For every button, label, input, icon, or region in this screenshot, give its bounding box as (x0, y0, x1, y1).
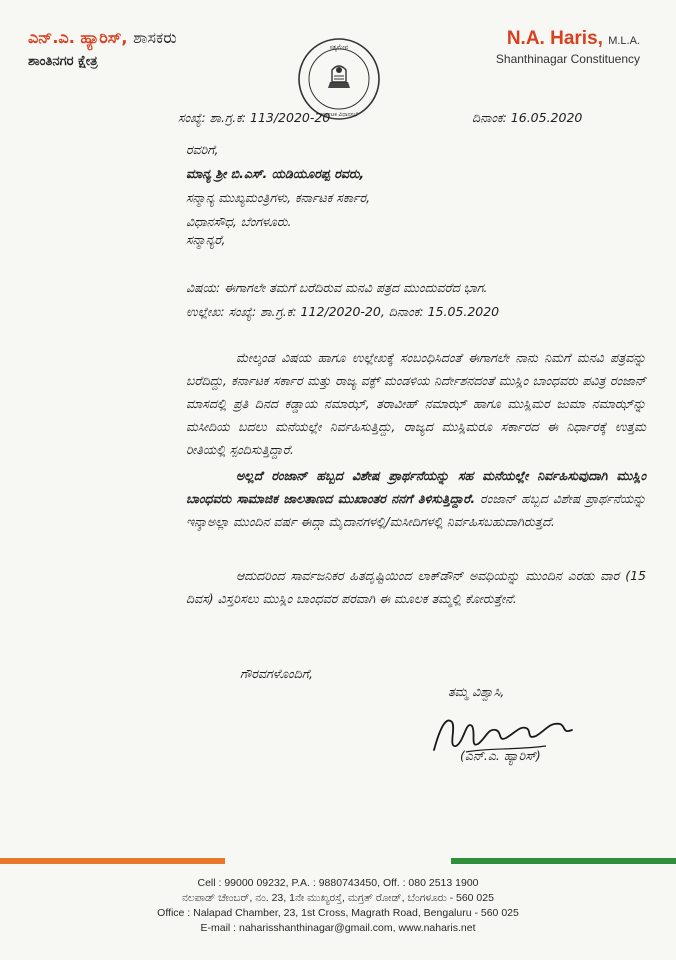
salutation: ಸನ್ಮಾನ್ಯರೆ, (186, 232, 226, 247)
body-paragraph-2 (186, 464, 646, 533)
letterhead-name-english (496, 28, 640, 50)
constituency-kannada: ಶಾಂತಿನಗರ ಕ್ಷೇತ್ರ (28, 54, 98, 69)
tricolor-band (0, 858, 676, 864)
footer-email: E-mail : naharisshanthinagar@gmail.com, www.naharis.net (200, 922, 476, 934)
paragraph-2-rest: ರಂಜಾನ್ ಹಬ್ಬದ ವಿಶೇಷ ಪ್ರಾರ್ಥನೆಯನ್ನು ಇನ್ಶಾಅಲ್ಲಾ ಮುಂದಿನ ವರ್ಷ ಈದ್ಗಾ ಮೈದಾನಗಳಲ್ಲಿ/ಮಸೀದಿಗಳಲ್ಲಿ ನಿರ್ವಹಿಸಬಹುದಾಗಿರುತ್ತದೆ. (186, 491, 646, 529)
footer-address-kannada: ನಲಪಾಡ್ ಚೇಂಬರ್, ನಂ. 23, 1ನೇ ಮುಖ್ಯರಸ್ತೆ, ಮಗ್ರತ್ ರೋಡ್, ಬೆಂಗಳೂರು - 560 025 (182, 892, 494, 904)
footer-contact (0, 876, 676, 936)
letterhead-left (28, 28, 177, 69)
emblem-top-text: ಸತ್ಯಮೇವ (329, 44, 349, 51)
name-en: N.A. Haris, (506, 28, 603, 49)
recipient-line: ರವರಿಗೆ, (186, 142, 219, 157)
reference-line: ಉಲ್ಲೇಖ: ಸಂಖ್ಯೆ: ಶಾ.ಗ್ರ.ಕ: 112/2020-20, ದಿನಾಂಕ: 15.05.2020 (186, 304, 500, 319)
name-kn: ಎನ್.ಎ. ಹ್ಯಾರಿಸ್, (28, 28, 128, 47)
letterhead-right (496, 28, 640, 66)
band-saffron (0, 858, 225, 864)
letterhead-name-kannada (28, 28, 177, 48)
constituency-english: Shanthinagar Constituency (495, 52, 640, 66)
title-en: M.L.A. (608, 35, 640, 47)
letter-date: ದಿನಾಂಕ: 16.05.2020 (472, 110, 583, 125)
paragraph-2-bold: ಅಲ್ಲದೆ ರಂಜಾನ್ ಹಬ್ಬದ ವಿಶೇಷ ಪ್ರಾರ್ಥನೆಯನ್ನು ಸಹ ಮನೆಯಲ್ಲೇ ನಿರ್ವಹಿಸುವುದಾಗಿ ಮುಸ್ಲಿಂ ಬಾಂಧವರು ಸಾಮಾಜಿಕ ಜಾಲತಾಣದ ಮುಖಾಂತರ ನನಗೆ ತಿಳಿಸುತ್ತಿದ್ದಾರೆ. (186, 468, 646, 506)
body-paragraph-3: ಆದುದರಿಂದ ಸಾರ್ವಜನಿಕರ ಹಿತದೃಷ್ಟಿಯಿಂದ ಲಾಕ್‌ಡೌನ್ ಅವಧಿಯನ್ನು ಮುಂದಿನ ಎರಡು ವಾರ (15 ದಿವಸ) ವಿಸ್ತರಿಸಲು ಮುಸ್ಲಿಂ ಬಾಂಧವರ ಪರವಾಗಿ ಈ ಮೂಲಕ ತಮ್ಮಲ್ಲಿ ಕೋರುತ್ತೇನೆ. (186, 568, 646, 606)
subject-line: ವಿಷಯ: ಈಗಾಗಲೇ ತಮಗೆ ಬರೆದಿರುವ ಮನವಿ ಪತ್ರದ ಮುಂದುವರೆದ ಭಾಗ. (186, 280, 488, 295)
title-kn: ಶಾಸಕರು (133, 28, 177, 47)
yours-faithfully: ತಮ್ಮ ವಿಶ್ವಾಸಿ, (448, 684, 505, 699)
band-green (451, 858, 676, 864)
band-white (225, 858, 450, 864)
signatory-name: (ಎನ್.ಎ. ಹ್ಯಾರಿಸ್) (460, 748, 541, 763)
footer-address-english: Office : Nalapad Chamber, 23, 1st Cross, Magrath Road, Bengaluru - 560 025 (157, 907, 519, 919)
footer-phone: Cell : 99000 09232, P.A. : 9880743450, Off. : 080 2513 1900 (197, 877, 479, 889)
reference-number: ಸಂಖ್ಯೆ: ಶಾ.ಗ್ರ.ಕ: 113/2020-20 (178, 110, 331, 125)
recipient-line: ವಿಧಾನಸೌಧ, ಬೆಂಗಳೂರು. (186, 214, 292, 229)
recipient-address (186, 138, 370, 234)
body-paragraph-1: ಮೇಲ್ಕಂಡ ವಿಷಯ ಹಾಗೂ ಉಲ್ಲೇಖಕ್ಕೆ ಸಂಬಂಧಿಸಿದಂತೆ ಈಗಾಗಲೇ ನಾನು ನಿಮಗೆ ಮನವಿ ಪತ್ರವನ್ನು ಬರೆದಿದ್ದು, ಕರ್ನಾಟಕ ಸರ್ಕಾರ ಮತ್ತು ರಾಜ್ಯ ವಕ್ಫ್ ಮಂಡಳಿಯ ನಿರ್ದೇಶನದಂತೆ ಮುಸ್ಲಿಂ ಬಾಂಧವರು ಪವಿತ್ರ ರಂಜಾನ್ ಮಾಸದಲ್ಲಿ ಪ್ರತಿ ದಿನದ ಕಡ್ಡಾಯ ನಮಾಝ್, ತರಾವೀಹ್ ನಮಾಝ್ ಹಾಗೂ ಮುಸ್ಲಿಮರ ಜುಮಾ ನಮಾಝ್‌ನ್ನು ಮಸೀದಿಯ ಬದಲು ಮನೆಯಲ್ಲೇ ನಿರ್ವಹಿಸುತ್ತಿದ್ದು, ರಾಜ್ಯದ ಮುಸ್ಲಿಮರೂ ಸರ್ಕಾರದ ಈ ನಿರ್ಧಾರಕ್ಕೆ ಉತ್ತಮ ರೀತಿಯಲ್ಲಿ ಸ್ಪಂದಿಸುತ್ತಿದ್ದಾರೆ. (186, 350, 646, 457)
recipient-line: ಮಾನ್ಯ ಶ್ರೀ ಬಿ.ಎಸ್. ಯಡಿಯೂರಪ್ಪ ರವರು, (186, 166, 365, 181)
emblem-bottom-text: ಕರ್ನಾಟಕ ವಿಧಾನಸಭೆ (320, 112, 358, 118)
closing: ಗೌರವಗಳೊಂದಿಗೆ, (240, 666, 313, 681)
recipient-line: ಸನ್ಮಾನ್ಯ ಮುಖ್ಯಮಂತ್ರಿಗಳು, ಕರ್ನಾಟಕ ಸರ್ಕಾರ, (186, 190, 371, 205)
subject-block (186, 276, 499, 324)
